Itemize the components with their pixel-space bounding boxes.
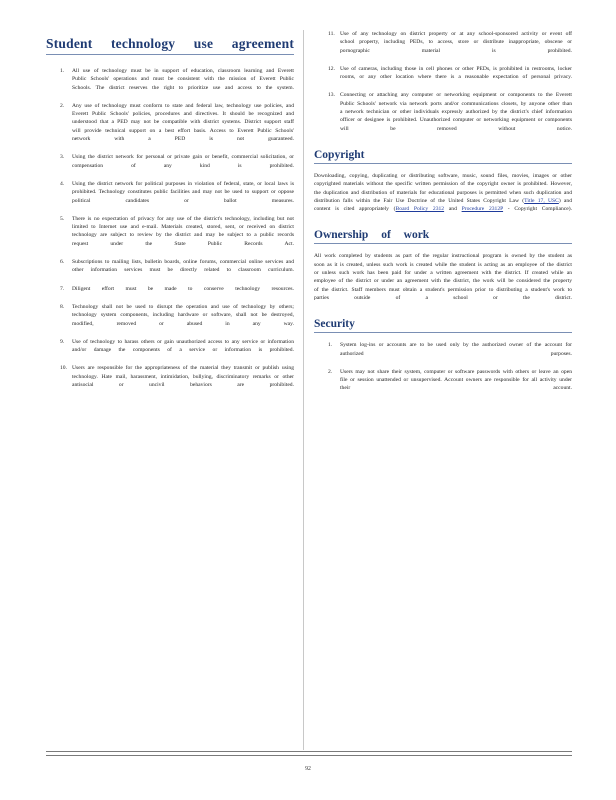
ownership-paragraph: All work completed by students as part of the regular instructional program is owned by the student as soon as it is created, unless such work is created while the student is acting as an employee of the district or unless such work has been paid for under a written agreement with the district. If created while an employee of the district or under an agreement with the district, the work will be considered the property of the district. Staff members must obtain a student's permission prior to distributing a student's work to parties outside of a school or the district. xyxy=(314,253,572,301)
right-column xyxy=(314,30,572,403)
list-item: 4. Using the district network for political purposes in violation of federal, state, or local laws is prohibited. Technology constitutes public facilities and may not be used to support or oppose political candidates or ballot measures. xyxy=(60,180,294,204)
list-item: 13. Connecting or attaching any computer or networking equipment or components to the Everett Public Schools' network via network ports and/or communications closets, by anyone other than a network technician or other individuals expressly authorized by the district's chief information officer or designee is prohibited. Unauthorized computer or networking equipment or components will be removed without notice. xyxy=(328,92,572,132)
list-item: 6. Subscriptions to mailing lists, bulletin boards, online forums, commercial online services and other information services must be directly related to classroom curriculum. xyxy=(60,259,294,274)
list-item: 5. There is no expectation of privacy for any use of the district's technology, including but not limited to Internet use and e-mail. Materials created, stored, sent, or received on district technology are subject to review by the district and may be subject to a public records request under the State Public Records Act. xyxy=(60,215,294,247)
procedure-2312p-link[interactable]: Procedure 2312P xyxy=(461,206,504,213)
list-item: 1. System log-ins or accounts are to be used only by the authorized owner of the account for authorized purposes. xyxy=(328,342,572,357)
title-underline xyxy=(46,54,294,55)
agreement-list xyxy=(46,67,294,389)
title-17-usc-link[interactable]: Title 17, USC xyxy=(524,197,559,204)
security-heading: Security xyxy=(314,318,355,331)
list-item: 3. Using the district network for personal or private gain or benefit, commercial solicitation, or compensation of any kind is prohibited. xyxy=(60,154,294,169)
copyright-heading: Copyright xyxy=(314,148,365,161)
list-item: 9. Use of technology to harass others or gain unauthorized access to any service or information and/or damage the components of a service or information is prohibited. xyxy=(60,338,294,354)
footer-rule-top xyxy=(46,751,572,752)
copyright-underline xyxy=(314,163,572,164)
left-column xyxy=(46,30,294,399)
page-title: Student technology use agreement xyxy=(46,36,295,51)
board-policy-2312-link[interactable]: Board Policy 2312 xyxy=(395,206,445,213)
list-item: 2. Users may not share their system, computer or software passwords with others or leave an open file or session unattended or unsupervised. Account owners are responsible for all activity under their account. xyxy=(328,368,572,392)
list-item: 11. Use of any technology on district property or at any school-sponsored activity or event off school property, including PEDs, to access, store or distribute inappropriate, obscene or pornographic material is prohibited. xyxy=(328,31,572,54)
page-number: 92 xyxy=(305,766,311,772)
list-item: 8. Technology shall not be used to disrupt the operation and use of technology by others; technology system components, including hardware or software, shall not be destroyed, modified, removed or abused in any way. xyxy=(60,303,294,327)
ownership-heading: Ownership of work xyxy=(314,229,430,242)
list-item: 10. Users are responsible for the appropriateness of the material they transmit or publish using technology. Hate mail, harassment, intimidation, bullying, discriminatory remarks or other antisocial or uncivil behaviors are prohibited. xyxy=(60,365,294,389)
list-item: 2. Any use of technology must conform to state and federal law, technology use policies, and Everett Public Schools' policies, procedures and directives. It should be recognized and understood that a PED may not be compatible with district systems. District support staff will provide technical support on a best effort basis. Access to Everett Public Schools' network with a PED is not guaranteed. xyxy=(60,102,294,143)
column-divider xyxy=(303,30,304,750)
list-item: 1. All use of technology must be in support of education, classroom learning and Everett Public Schools' operations and must be consistent with the mission of Everett Public Schools. The district reserves the right to prioritize use and access to the system. xyxy=(60,68,294,91)
copyright-paragraph: Downloading, copying, duplicating or distributing software, music, sound files, movies, images or other copyrighted materials without the specific written permission of the copyright owner is prohibited. However, the duplication and distribution of materials for educational purposes is permitted when such duplication and distribution falls within the Fair Use Doctrine of the United States Copyright Law (Title 17, USC) and content is cited appropriately (Board Policy 2312 and Procedure 2312P - Copyright Compliance). xyxy=(314,172,572,213)
footer-rule-bottom xyxy=(46,755,572,756)
agreement-list-continued xyxy=(314,30,572,133)
security-underline xyxy=(314,332,572,333)
security-list xyxy=(314,341,572,392)
list-item: 12. Use of cameras, including those in cell phones or other PEDs, is prohibited in restrooms, locker rooms, or any other location where there is a reasonable expectation of personal privacy. xyxy=(328,65,572,81)
ownership-underline xyxy=(314,243,572,244)
list-item: 7. Diligent effort must be made to conserve technology resources. xyxy=(60,285,294,292)
